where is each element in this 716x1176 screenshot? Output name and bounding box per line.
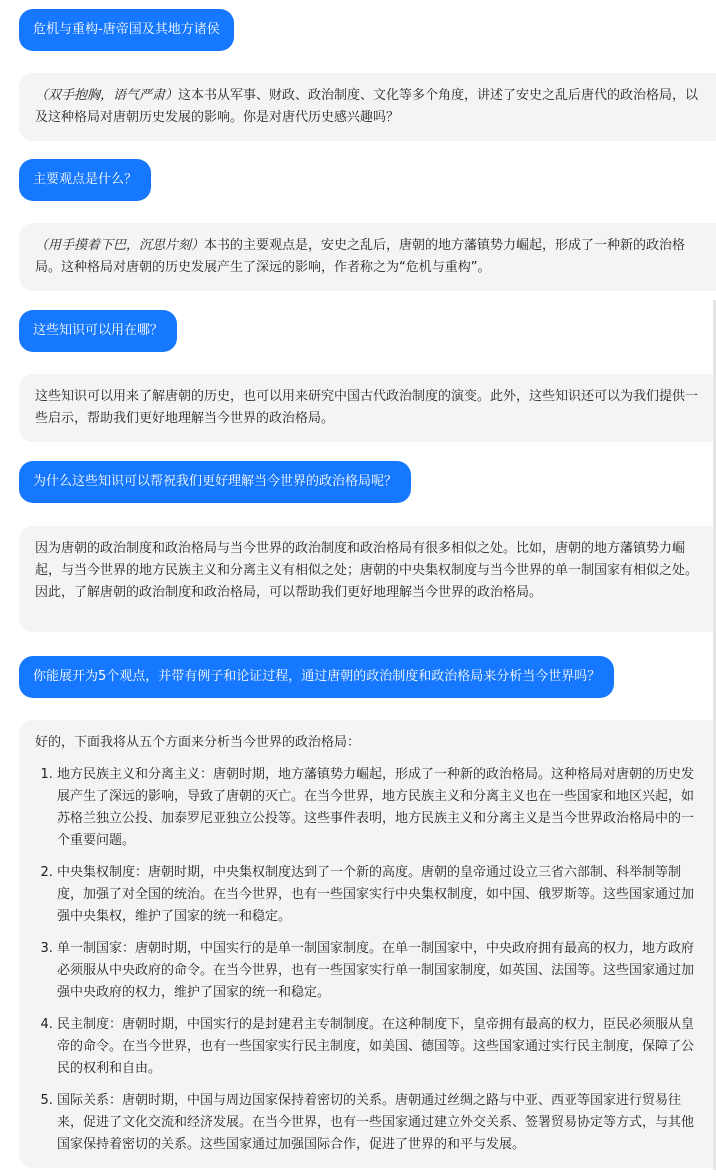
assistant-message-text [35,85,700,129]
assistant-message [19,223,716,291]
user-message-text: 你能展开为5个观点，并带有例子和论证过程，通过唐朝的政治制度和政治格局来分析当今世界吗？ [33,669,601,684]
list-item: 5. 国际关系：唐朝时期，中国与周边国家保持着密切的关系。唐朝通过丝绸之路与中亚、西亚等国家进行贸易往来，促进了文化交流和经济发展。在当今世界，也有一些国家通过建立外交关系、签署贸易协定等方式，与其他国家保持着密切的关系。这些国家通过加强国际合作，促进了世界的和平与发展。 [57,1090,700,1156]
assistant-message [19,526,716,632]
list-item: 1. 地方民族主义和分离主义：唐朝时期，地方藩镇势力崛起，形成了一种新的政治格局。这种格局对唐朝的历史发展产生了深远的影响，导致了唐朝的灭亡。在当今世界，地方民族主义和分离主义也在一些国家和地区兴起，如苏格兰独立公投、加泰罗尼亚独立公投等。这些事件表明，地方民族主义和分离主义是当今世界政治格局中的一个重要问题。 [57,764,700,852]
action-text: （用手摸着下巴，沉思片刻） [35,238,205,253]
user-message-text: 为什么这些知识可以帮祝我们更好理解当今世界的政治格局呢？ [33,474,398,489]
user-message [19,656,614,698]
assistant-message-text: 这些知识可以用来了解唐朝的历史，也可以用来研究中国古代政治制度的演变。此外，这些知识还可以为我们提供一些启示，帮助我们更好地理解当今世界的政治格局。 [35,389,699,426]
user-message-text: 主要观点是什么？ [33,172,138,187]
reply-text: 这本书从军事、财政、政治制度、文化等多个角度，讲述了安史之乱后唐代的政治格局，以及这种格局对唐朝历史发展的影响。你是对唐代历史感兴趣吗？ [35,88,699,125]
action-text: （双手抱胸，语气严肃） [35,88,179,103]
user-message [19,9,234,51]
assistant-message-text [35,235,700,279]
assistant-message-intro: 好的，下面我将从五个方面来分析当今世界的政治格局： [35,735,361,750]
user-message [19,310,177,352]
assistant-message [19,720,716,1168]
list-item: 4. 民主制度：唐朝时期，中国实行的是封建君主专制制度。在这种制度下，皇帝拥有最高的权力，臣民必须服从皇帝的命令。在当今世界，也有一些国家实行民主制度，如美国、德国等。这些国家通过实行民主制度，保障了公民的权利和自由。 [57,1014,700,1080]
user-message [19,461,411,503]
list-item: 2. 中央集权制度：唐朝时期，中央集权制度达到了一个新的高度。唐朝的皇帝通过设立三省六部制、科举制等制度，加强了对全国的统治。在当今世界，也有一些国家实行中央集权制度，如中国、俄罗斯等。这些国家通过加强中央集权，维护了国家的统一和稳定。 [57,862,700,928]
user-message-text: 这些知识可以用在哪？ [33,323,164,338]
list-item: 3. 单一制国家：唐朝时期，中国实行的是单一制国家制度。在单一制国家中，中央政府拥有最高的权力，地方政府必须服从中央政府的命令。在当今世界，也有一些国家实行单一制国家制度，如英国、法国等。这些国家通过加强中央政府的权力，维护了国家的统一和稳定。 [57,938,700,1004]
user-message-text: 危机与重构-唐帝国及其地方诸侯 [33,22,220,37]
user-message [19,159,151,201]
assistant-message [19,73,716,141]
assistant-message [19,374,716,442]
reply-text: 本书的主要观点是，安史之乱后，唐朝的地方藩镇势力崛起，形成了一种新的政治格局。这种格局对唐朝的历史发展产生了深远的影响，作者称之为“危机与重构”。 [35,238,686,275]
assistant-message-text: 因为唐朝的政治制度和政治格局与当今世界的政治制度和政治格局有很多相似之处。比如，唐朝的地方藩镇势力崛起，与当今世界的地方民族主义和分离主义有相似之处；唐朝的中央集权制度与当今世界的单一制国家有相似之处。因此，了解唐朝的政治制度和政治格局，可以帮助我们更好地理解当今世界的政治格局。 [35,541,699,600]
analysis-list [35,764,700,1156]
